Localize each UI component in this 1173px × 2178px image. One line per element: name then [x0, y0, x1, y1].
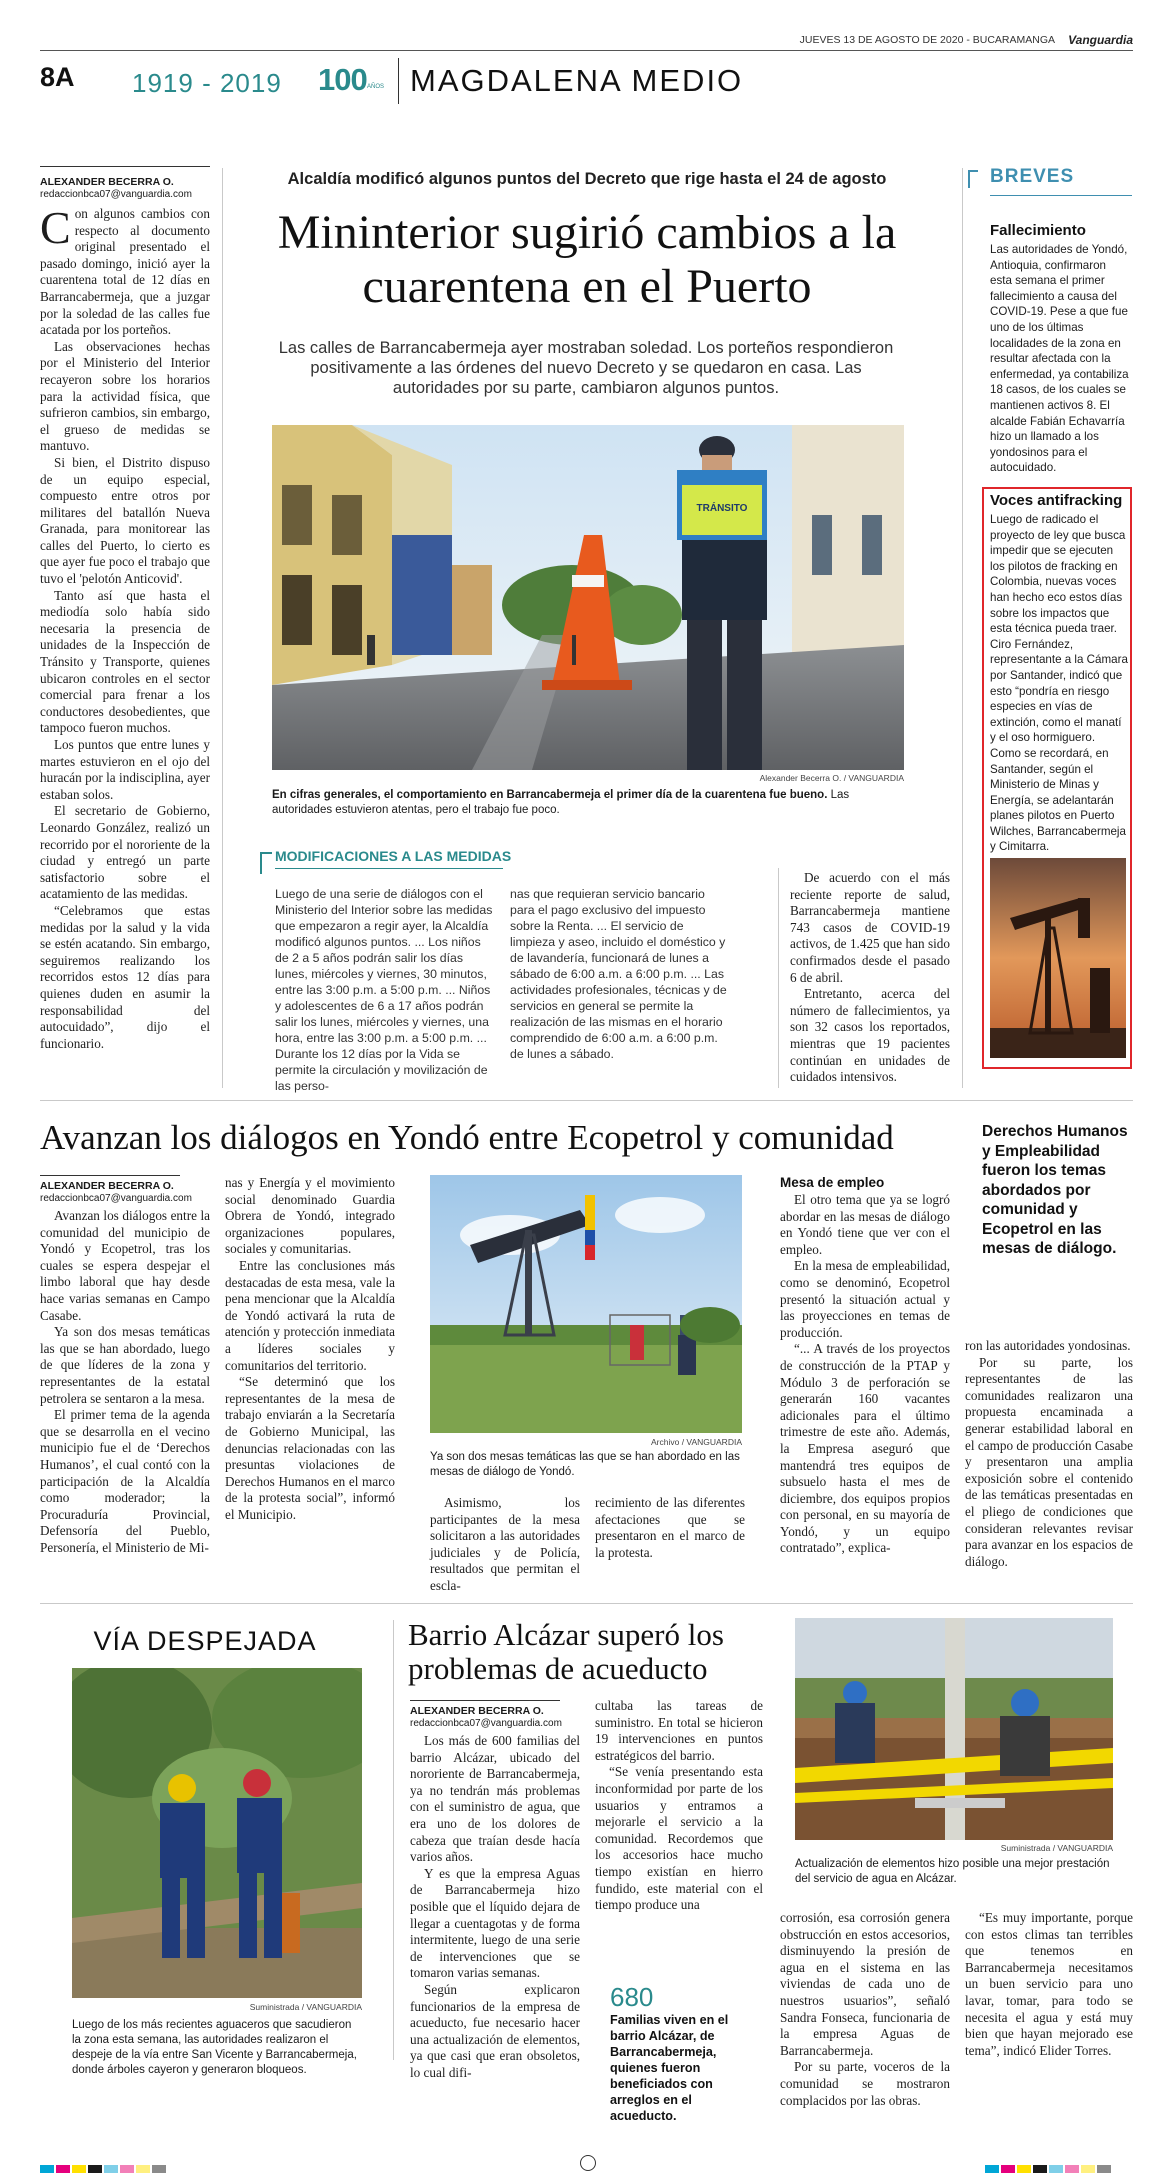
alcazar-column-2	[595, 1698, 763, 1914]
via-title: VÍA DESPEJADA	[93, 1626, 317, 1656]
breve-2-text: Luego de radicado el proyecto de ley que busca impedir que se ejecuten los pilotos de fracking en Colombia, nuevas voces han hecho eco estos días sobre los impactos que esta técnica pueda traer. Ciro Fernández, representante a la Cámara por Santander, indicó que esto “pondría en riesgo especies en vías de extinción, como el manatí y el oso hormiguero. Como se recordará, en Santander, según el Ministerio de Minas y Energía, se adelantarán planes pilotos en Puerto Wilches, Barrancabermeja y Cimitarra.	[990, 513, 1128, 854]
pipe-repair-image	[795, 1618, 1113, 1840]
yondo-col2-p3: “Se determinó que los representantes de la mesa de trabajo enviarán a la Secretaría de Gobierno Municipal, las denuncias relacionadas con las presuntas violaciones de Derechos Humanos en el marco de la protesta social”, informó el Municipio.	[225, 1374, 395, 1522]
breve-1-text: Las autoridades de Yondó, Antioquia, confirmaron esta semana el primer fallecimiento a causa del COVID-19. Pese a que fue uno de los últimas localidades de la zona en resultar afectada con la enfermedad, ya contabiliza 18 casos, de los cuales se mantienen activos 8. El alcalde Fabián Echavarría hizo un llamado a los yondosinos para el autocuidado.	[990, 243, 1129, 475]
lead-byline-name: ALEXANDER BECERRA O.	[40, 176, 174, 188]
lead-photo	[272, 425, 904, 770]
masthead-divider	[398, 58, 399, 104]
alcazar-headline: Barrio Alcázar superó los problemas de acueducto	[408, 1617, 724, 1686]
lead-col1-p1: on algunos cambios con respecto al documento original presentado el pasado domingo, inició ayer la cuarentena total de 12 días en Barrancabermeja, que a juzgar por la soledad de las calles fue acatada por los porteños.	[40, 206, 210, 338]
yondo-col1-p2: Ya son dos mesas temáticas las que se han abordado, luego de que líderes de la zona y representantes de la estatal petrolera se sentaron a la mesa.	[40, 1324, 210, 1406]
alcazar-col1-p2: Y es que la empresa Aguas de Barrancabermeja hizo posible que el líquido dejara de llegar a cuentagotas y de forma intermitente, luego de una serie de intervenciones que se tomaron varias semanas.	[410, 1865, 580, 1981]
lead-col4-p2: Entretanto, acerca del número de fallecimientos, ya son 32 casos los reportados, mientras que 19 pacientes continúan en unidades de cuidados intensivos.	[790, 986, 950, 1085]
registration-mark	[580, 2155, 596, 2171]
lead-caption-bold: En cifras generales, el comportamiento en Barrancabermeja el primer día de la cuarentena fue bueno.	[272, 789, 828, 801]
alcazar-caption: Actualización de elementos hizo posible una mejor prestación del servicio de agua en Alcázar.	[795, 1858, 1110, 1885]
color-registration-left	[40, 2160, 168, 2178]
lead-kicker: Alcaldía modificó algunos puntos del Decreto que rige hasta el 24 de agosto	[287, 170, 887, 188]
yondo-photo-credit: Archivo / VANGUARDIA	[650, 1437, 742, 1447]
alcazar-column-3	[780, 1910, 950, 2109]
breve-1-title: Fallecimiento	[990, 222, 1086, 239]
yondo-byline-name: ALEXANDER BECERRA O.	[40, 1180, 174, 1192]
modificaciones-marker	[260, 852, 272, 874]
lead-col4-p1: De acuerdo con el más reciente reporte de salud, Barrancabermeja mantiene 743 casos de COVID-19 activos, de 1.425 que han sido confirmados desde el pasado 6 de abril.	[790, 870, 950, 985]
via-divider	[393, 1620, 394, 2060]
lead-col1-divider	[222, 168, 223, 1088]
dateline: JUEVES 13 DE AGOSTO DE 2020 - BUCARAMANGA	[799, 34, 1055, 46]
alcazar-col2-p1: cultaba las tareas de suministro. En total se hicieron 19 intervenciones en puntos estratégicos del barrio.	[595, 1698, 763, 1763]
yondo-photo	[430, 1175, 742, 1433]
yondo-col4-p1: El otro tema que ya se logró abordar en las mesas de diálogo en Yondó tiene que ver con el empleo.	[780, 1192, 950, 1257]
page-number: 8A	[40, 62, 75, 92]
alcazar-column-4	[965, 1910, 1133, 2059]
lead-col1-p4: Tanto así que hasta el mediodía solo había sido necesaria la presencia de unidades de la Inspección de Tránsito y Transporte, quienes ubicaron controles en el sector comercial para frenar a los conductores desobedientes, que tampoco fueron muchos.	[40, 587, 210, 736]
alcazar-byline-mail: redaccionbca07@vanguardia.com	[410, 1718, 562, 1729]
alcazar-photo-credit: Suministrada / VANGUARDIA	[1000, 1843, 1113, 1853]
lead-byline-mail: redaccionbca07@vanguardia.com	[40, 189, 192, 200]
modificaciones-col-2: nas que requieran servicio bancario para el pago exclusivo del impuesto sobre la Renta. ... El servicio de limpieza y aseo, incluido el doméstico y de lavandería, funcionará de lunes a sábado de 6:00 a.m. a 6:00 p.m. ... Las actividades profesionales, técnicas y de servicios en general se permite la realización de las mismas en el horario comprendido de 6:00 a.m. a 6:00 p.m. de lunes a sábado.	[510, 887, 727, 1061]
yondo-subhead: Mesa de empleo	[780, 1175, 885, 1190]
breves-marker	[968, 170, 978, 188]
bottom-top-rule	[40, 1603, 1133, 1604]
lead-col1-p5: Los puntos que entre lunes y martes estuvieron en el ojo del huracán por la indisciplina, ayer estaban solos.	[40, 737, 210, 802]
lead-headline: Mininterior sugirió cambios a la cuarentena en el Puerto	[277, 206, 897, 313]
yondo-headline: Avanzan los diálogos en Yondó entre Ecopetrol y comunidad	[40, 1118, 894, 1157]
modificaciones-title: MODIFICACIONES A LAS MEDIDAS	[275, 848, 512, 864]
lead-top-rule	[40, 166, 210, 167]
yondo-col4-p2: En la mesa de empleabilidad, como se denominó, Ecopetrol presentó la situación actual y las proyecciones en temas de producción.	[780, 1258, 950, 1340]
via-photo-credit: Suministrada / VANGUARDIA	[249, 2002, 362, 2012]
breves-header-rule	[990, 195, 1132, 196]
yondo-top-rule	[40, 1100, 1133, 1101]
yondo-column-5	[965, 1338, 1133, 1570]
yondo-col2-p1: nas y Energía y el movimiento social denominado Guardia Obrera de Yondó, integrado organizaciones populares, sociales y comunitarias.	[225, 1175, 395, 1257]
street-scene-image	[272, 425, 904, 770]
oil-pump-photo	[990, 858, 1126, 1058]
section-title: MAGDALENA MEDIO	[410, 63, 744, 98]
lead-col1-p3: Si bien, el Distrito dispuso de un equipo especial, compuesto entre otros por militares del batallón Nueva Granada, para monitorear las calles del Puerto, lo cierto es que ayer fue poco el trabajo que tuvo el 'pelotón Anticovid'.	[40, 454, 210, 587]
yondo-under-col-2: recimiento de las diferentes afectaciones que se presentaron en el marco de la protesta.	[595, 1495, 745, 1560]
anniversary-years: 1919 - 2019	[132, 68, 282, 98]
breve-2-title: Voces antifracking	[990, 492, 1123, 509]
sunset-pumpjack-image	[990, 858, 1126, 1058]
yondo-byline-mail: redaccionbca07@vanguardia.com	[40, 1193, 192, 1204]
yondo-col2-p2: Entre las conclusiones más destacadas de esta mesa, vale la pena mencionar que la Alcaldía de Yondó activará la ruta de atención y protección inmediata a líderes sociales y comunitarios del territorio.	[225, 1257, 395, 1373]
alcazar-col1-p3: Según explicaron funcionarios de la empresa de acueducto, fue necesario hacer una actualización de elementos, ya que casi que eran obsoletos, lo cual difi-	[410, 1981, 580, 2080]
vest-text: TRÁNSITO	[696, 503, 748, 514]
alcazar-byline-rule	[410, 1700, 560, 1701]
brand-logo: Vanguardia	[1068, 33, 1133, 47]
lead-column-4	[790, 870, 950, 1086]
alcazar-byline	[410, 1705, 590, 1730]
anniversary-logo	[318, 62, 386, 102]
yondo-byline-rule	[40, 1175, 180, 1176]
breves-header: BREVES	[990, 166, 1075, 187]
alcazar-stat-number: 680	[610, 1982, 654, 2012]
yondo-caption: Ya son dos mesas temáticas las que se han abordado en las mesas de diálogo de Yondó.	[430, 1451, 740, 1478]
lead-photo-credit: Alexander Becerra O. / VANGUARDIA	[759, 773, 904, 783]
tree-clearing-image	[72, 1668, 362, 1998]
yondo-col5-p2: Por su parte, los representantes de las comunidades realizaron una propuesta encaminada a generar estabilidad laboral en el campo de producción Casabe y presentaron una amplia exposición sobre el contenido de las temáticas presentadas en el pliego de condiciones que consideran relevantes revisar para avanzar en los espacios de diálogo.	[965, 1354, 1133, 1569]
alcazar-col1-p1: Los más de 600 familias del barrio Alcázar, ubicado del nororiente de Barrancabermeja, ya no tendrán más problemas con el suministro de agua, que era uno de los dolores de cabeza que traían desde hacía varios años.	[410, 1733, 580, 1865]
modificaciones-rule	[275, 868, 503, 869]
alcazar-col3-p2: Por su parte, voceros de la comunidad se mostraron complacidos por las obras.	[780, 2059, 950, 2108]
alcazar-photo	[795, 1618, 1113, 1840]
lead-caption	[272, 788, 904, 818]
via-caption: Luego de los más recientes aguaceros que sacudieron la zona esta semana, las autoridades realizaron el despeje de la vía entre San Vicente y Barrancabermeja, donde árboles cayeron y generaron bloqueos.	[72, 2019, 357, 2076]
yondo-column-2	[225, 1175, 395, 1523]
yondo-byline	[40, 1180, 220, 1205]
lead-box-divider	[778, 868, 779, 1088]
lead-col1-p2: Las observaciones hechas por el Ministerio del Interior recayeron sobre los horarios para la actividad física, que sufrieron cambios, sin embargo, el grueso de medidas se mantuvo.	[40, 338, 210, 454]
lead-deck: Las calles de Barrancabermeja ayer mostraban soledad. Los porteños respondieron positivamente a las órdenes del nuevo Decreto y se quedaron en casa. Las autoridades por su parte, cambiaron algunos puntos.	[278, 339, 894, 397]
alcazar-stat-text: Familias viven en el barrio Alcázar, de Barrancabermeja, quienes fueron beneficiados con arreglos en el acueducto.	[610, 2013, 729, 2123]
color-registration-right	[985, 2160, 1113, 2178]
lead-col1-p7: “Celebramos que estas medidas por la salud y la vida se estén acatando. Sin embargo, seguiremos realizando los recorridos estos 12 días para quienes duden en asumir la responsabilidad del autocuidado”, dijo el funcionario.	[40, 902, 210, 1051]
lead-column-1	[40, 202, 210, 1052]
yondo-col5-p1: ron las autoridades yondosinas.	[965, 1338, 1131, 1353]
alcazar-column-1	[410, 1733, 580, 2081]
yondo-col1-p3: El primer tema de la agenda que se desarrolla en el vecino municipio fue el de ‘Derechos Humanos’, el cual contó con la participación de la Alcaldía como moderador; la Procuraduría Provincial, Defensoría del Pueblo, Personería, el Ministerio de Mi-	[40, 1407, 210, 1555]
lead-col1-p6: El secretario de Gobierno, Leonardo González, realizó un recorrido por el nororiente de la ciudad y entregó un parte satisfactorio sobre el acatamiento de las medidas.	[40, 803, 210, 902]
yondo-col4-p3: “... A través de los proyectos de construcción de la PTAP y Módulo 3 de perforación se generarán 160 vacantes adicionales para el último trimestre de este año. Además, la Empresa aseguró que mantendrá tres equipos de subsuelo hasta el mes de diciembre, dos equipos propios con personal, en su mayoría de Yondó, y un equipo contratado”, explica-	[780, 1341, 950, 1556]
pumpjack-field-image	[430, 1175, 742, 1433]
lead-dropcap: C	[40, 202, 71, 253]
yondo-column-4	[780, 1192, 950, 1557]
lead-byline	[40, 176, 220, 201]
yondo-under-col-1: Asimismo, los participantes de la mesa solicitaron a las autoridades judiciales y de Policía, resultados que permitan el escla-	[430, 1495, 580, 1593]
yondo-col1-p1: Avanzan los diálogos entre la comunidad del municipio de Yondó y Ecopetrol, tras los cuales se espera despejar el limbo laboral que hay desde hace varias semanas en Campo Casabe.	[40, 1208, 210, 1323]
alcazar-col4-p1: “Es muy importante, porque con estos climas tan terribles que tenemos en Barrancabermeja necesitamos un buen servicio para uno lavar, tomar, para todo se necesita el agua y está muy bien que hayan mejorado ese tema”, indicó Elider Torres.	[965, 1910, 1133, 2058]
breves-divider	[962, 168, 963, 1088]
yondo-pullquote: Derechos Humanos y Empleabilidad fueron los temas abordados por comunidad y Ecopetrol en las mesas de diálogo.	[982, 1123, 1128, 1257]
anniversary-label: AÑOS	[366, 84, 384, 90]
alcazar-byline-name: ALEXANDER BECERRA O.	[410, 1705, 544, 1717]
alcazar-col3-p1: corrosión, esa corrosión genera obstrucción en estos accesorios, disminuyendo la presión de agua en el sistema en las viviendas de cada uno de nuestros usuarios”, señaló Sandra Fonseca, funcionaria de la empresa Aguas de Barrancabermeja.	[780, 1910, 950, 2058]
anniversary-number: 100	[318, 62, 367, 97]
alcazar-col2-p2: “Se venía presentando esta inconformidad por parte de los usuarios y entramos a mejorarle el servicio a la comunidad. Recordemos que los accesorios hace mucho tiempo existían en hierro fundido, este material con el tiempo produce una	[595, 1764, 763, 1913]
lead-caption-rest: Las autoridades estuvieron atentas, pero el trabajo fue poco.	[272, 789, 850, 816]
via-photo	[72, 1668, 362, 1998]
modificaciones-col-1: Luego de una serie de diálogos con el Ministerio del Interior sobre las medidas que empezaron a regir ayer, la Alcaldía modificó algunos puntos. ... Los niños de 2 a 5 años podrán salir los días lunes, miércoles y viernes, 30 minutos, entre las 3:00 p.m. a 5:00 p.m. ... Niños y adolescentes de 6 a 17 años podrán salir los lunes, miércoles y viernes, una hora, entre las 3:00 p.m. a 5:00 p.m. ... Durante los 12 días por la Vida se permite la circulación y movilización de las perso-	[275, 887, 493, 1093]
yondo-column-1	[40, 1208, 210, 1556]
dateline-bar	[40, 34, 1133, 51]
